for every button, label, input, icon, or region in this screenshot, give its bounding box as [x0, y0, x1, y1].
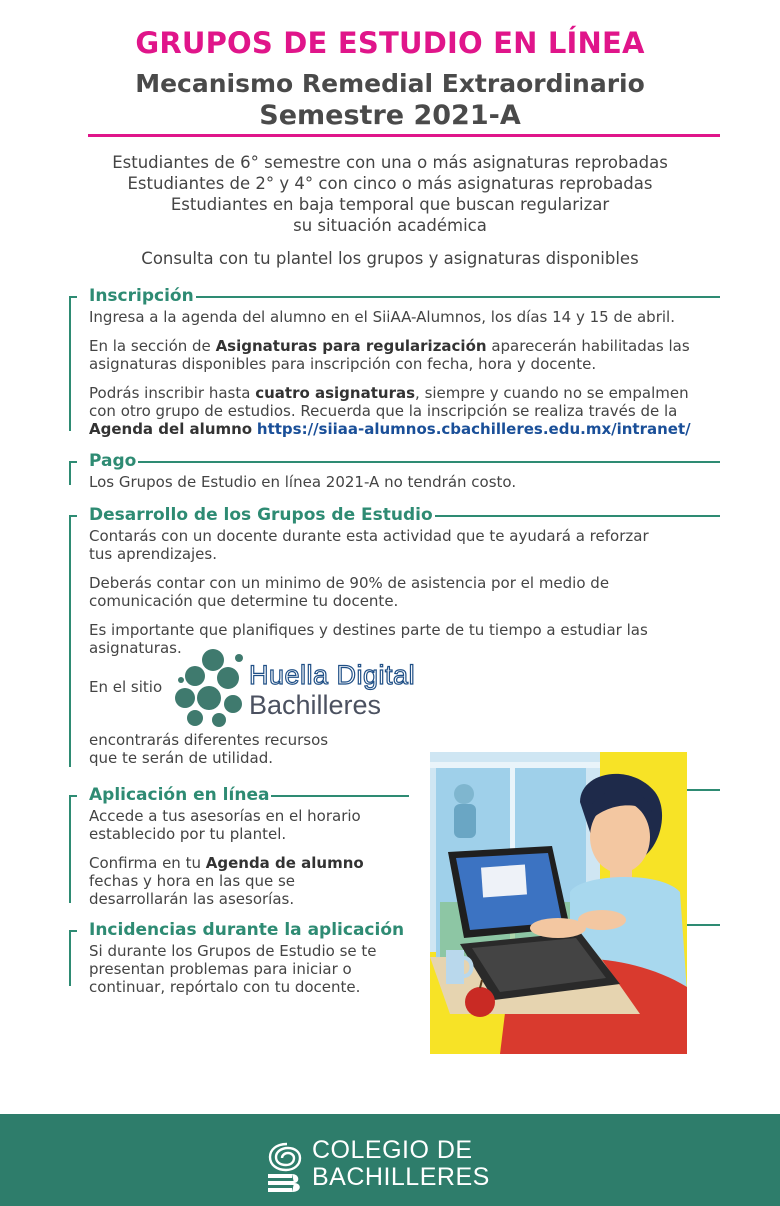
- pago-side-line: [69, 461, 71, 485]
- section-heading: [69, 920, 409, 942]
- student-laptop-illustration: [430, 752, 687, 1054]
- semester-title: Semestre 2021-A: [259, 100, 521, 131]
- section-pago: [69, 451, 720, 502]
- footer: [0, 1114, 780, 1206]
- pago-p1: Los Grupos de Estudio en línea 2021-A no tendrán costo.: [89, 473, 517, 491]
- desarrollo-p4: encontrarás diferentes recursos que te serán de utilidad.: [89, 731, 329, 767]
- section-heading: [69, 286, 720, 308]
- huella-digital-block: [89, 646, 459, 732]
- aplicacion-p2: Confirma en tu Agenda de alumno fechas y hora en las que se desarrollarán las asesorías.: [89, 854, 364, 908]
- section-rule: [89, 461, 720, 463]
- section-incidencias: [69, 920, 409, 1007]
- inscripcion-p1: Ingresa a la agenda del alumno en el SiiAA-Alumnos, los días 14 y 15 de abril.: [89, 308, 675, 326]
- incidencias-p1: Si durante los Grupos de Estudio se te presentan problemas para iniciar o continuar, repórtalo con tu docente.: [89, 942, 377, 996]
- page-title: GRUPOS DE ESTUDIO EN LÍNEA: [135, 26, 645, 60]
- huella-logo-line2: Bachilleres: [249, 690, 382, 720]
- title-divider: [88, 134, 720, 137]
- footer-line1: COLEGIO DE: [312, 1136, 473, 1164]
- section-aplicacion: [69, 785, 409, 919]
- intro-line: Estudiantes de 6° semestre con una o más asignaturas reprobadas: [112, 153, 668, 172]
- desarrollo-p2: Deberás contar con un minimo de 90% de asistencia por el medio de comunicación que determine tu docente.: [89, 574, 610, 610]
- section-heading: [69, 785, 409, 807]
- incidencias-side-line: [69, 930, 71, 986]
- section-desarrollo: [69, 505, 720, 668]
- huella-logo-line1: Huella Digital: [249, 660, 416, 690]
- footer-logo-text: [312, 1137, 490, 1191]
- inscripcion-p2: En la sección de Asignaturas para regularización aparecerán habilitadas las asignaturas disponibles para inscripción con fecha, hora y docente.: [89, 337, 690, 373]
- desarrollo-p3: Es importante que planifiques y destines parte de tu tiempo a estudiar las asignaturas.: [89, 621, 648, 657]
- section-inscripcion: [69, 286, 720, 449]
- heading-inscripcion: Inscripción: [89, 286, 194, 306]
- colegio-bachilleres-logo-icon[interactable]: [266, 1140, 308, 1192]
- desarrollo-p1: Contarás con un docente durante esta actividad que te ayudará a reforzar tus aprendizajes.: [89, 527, 649, 563]
- incidencias-rule-right: [687, 924, 720, 926]
- siiaa-link[interactable]: https://siiaa-alumnos.cbachilleres.edu.mx/intranet/: [256, 420, 691, 438]
- aplicacion-p1: Accede a tus asesorías en el horario establecido por tu plantel.: [89, 807, 361, 843]
- inscripcion-p3: Podrás inscribir hasta cuatro asignaturas, siempre y cuando no se empalmen con otro grupo de estudios. Recuerda que la inscripción se realiza través de la Agenda del alumno https://siiaa-alumnos.cbachilleres.edu.mx/intranet/: [89, 384, 691, 438]
- footer-line2: BACHILLERES: [312, 1163, 490, 1191]
- section-heading: [69, 451, 720, 473]
- aplicacion-rule-right: [687, 789, 720, 791]
- site-label: En el sitio: [89, 678, 163, 696]
- heading-desarrollo: Desarrollo de los Grupos de Estudio: [89, 505, 433, 525]
- aplicacion-side-line: [69, 795, 71, 903]
- desarrollo-side-line: [69, 515, 71, 767]
- intro-line: su situación académica: [293, 216, 487, 235]
- intro-line: Estudiantes de 2° y 4° con cinco o más asignaturas reprobadas: [127, 174, 653, 193]
- inscripcion-side-line: [69, 296, 71, 431]
- intro-block: [0, 152, 780, 236]
- section-heading: [69, 505, 720, 527]
- huella-digital-logo-icon[interactable]: [173, 646, 249, 728]
- intro-line: Estudiantes en baja temporal que buscan regularizar: [170, 195, 610, 214]
- heading-incidencias: Incidencias durante la aplicación: [89, 920, 405, 940]
- consult-text: Consulta con tu plantel los grupos y asignaturas disponibles: [141, 249, 639, 268]
- page-subtitle: Mecanismo Remedial Extraordinario: [135, 69, 645, 98]
- heading-pago: Pago: [89, 451, 137, 471]
- heading-aplicacion: Aplicación en línea: [89, 785, 270, 805]
